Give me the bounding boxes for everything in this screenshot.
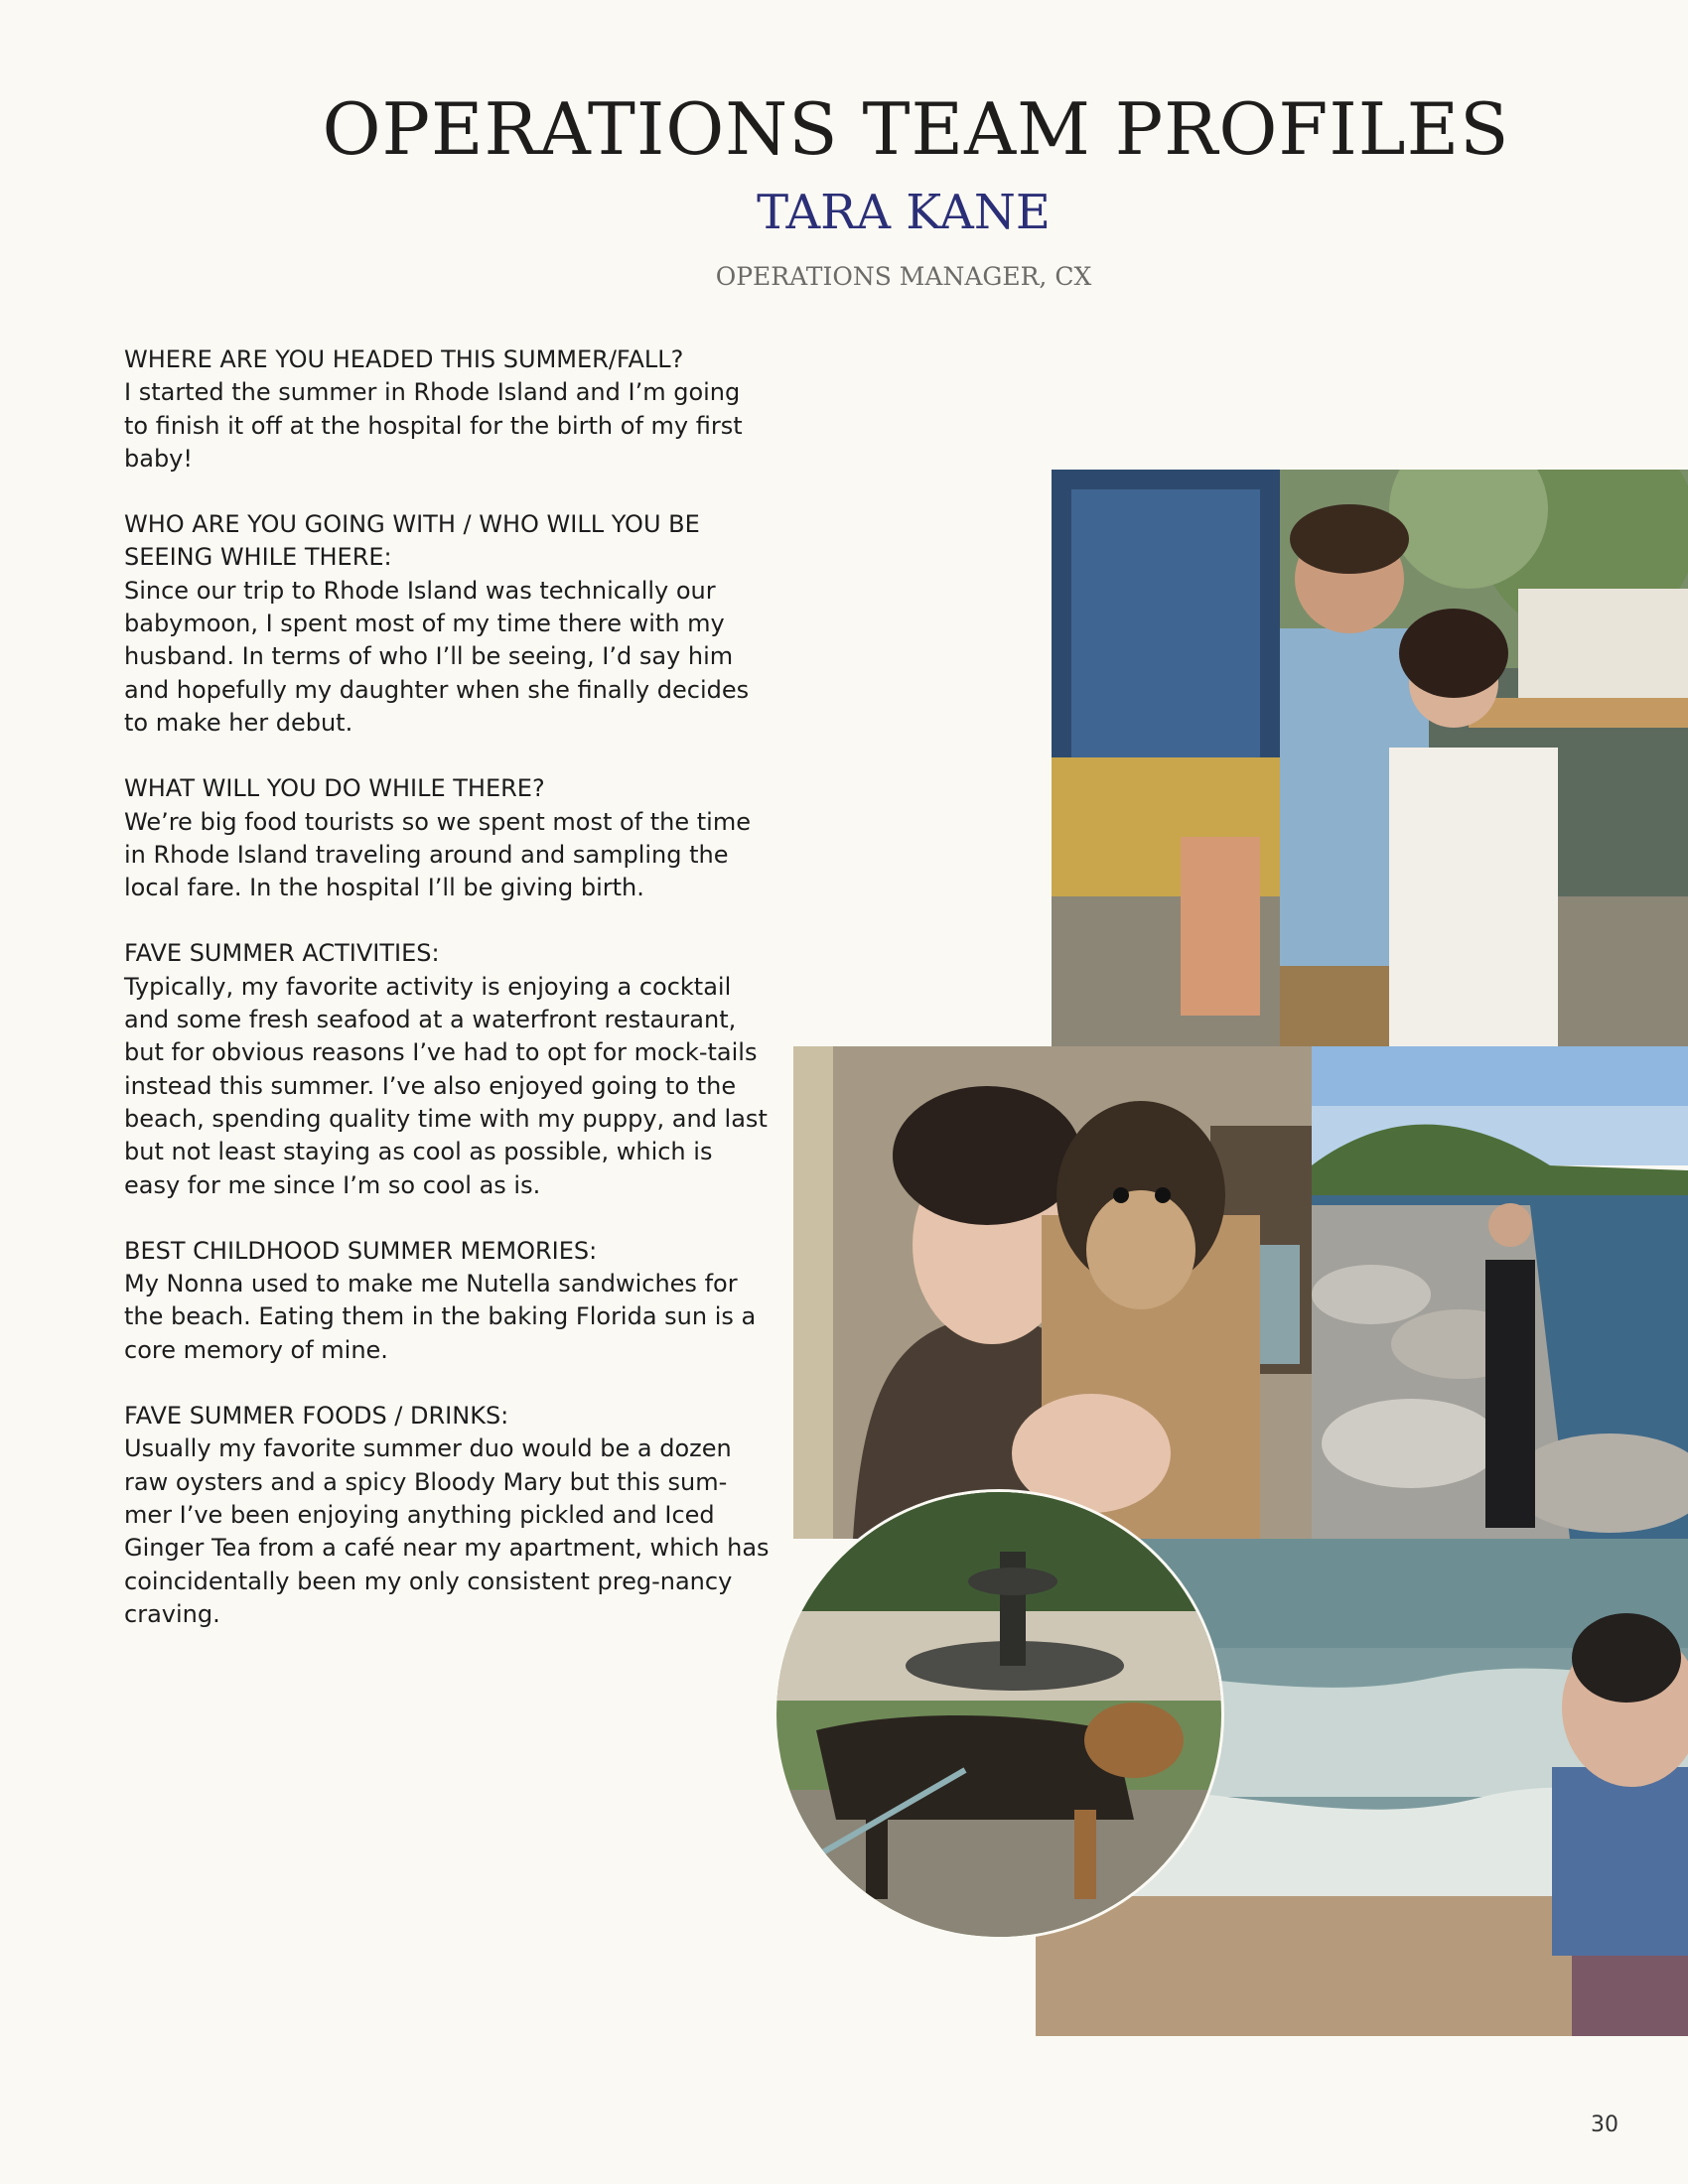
question: WHERE ARE YOU HEADED THIS SUMMER/FALL? <box>124 345 684 373</box>
photo-rocky-shore <box>1312 1046 1688 1539</box>
page-number: 30 <box>1591 2113 1618 2137</box>
photo-woman-with-dog <box>793 1046 1312 1539</box>
answer: My Nonna used to make me Nutella sandwiches for the beach. Eating them in the baking Florida sun is a core memory of mine. <box>124 1270 757 1364</box>
qa-section <box>124 343 770 1664</box>
answer: Usually my favorite summer duo would be a dozen raw oysters and a spicy Bloody Mary but this sum-mer I’ve been enjoying anything pickled and Iced Ginger Tea from a café near my apartment, which has coincidentally been my only consistent preg-nancy craving. <box>124 1434 770 1628</box>
qa-item <box>124 508 770 740</box>
qa-item <box>124 772 770 904</box>
question: FAVE SUMMER ACTIVITIES: <box>124 939 440 968</box>
photo-couple-restaurant <box>1052 470 1688 1046</box>
question: WHO ARE YOU GOING WITH / WHO WILL YOU BE SEEING WHILE THERE: <box>124 510 700 572</box>
answer: We’re big food tourists so we spent most of the time in Rhode Island traveling around and sampling the local fare. In the hospital I’ll be giving birth. <box>124 807 751 902</box>
page-title: OPERATIONS TEAM PROFILES <box>322 87 1510 171</box>
question: WHAT WILL YOU DO WHILE THERE? <box>124 774 545 803</box>
answer: I started the summer in Rhode Island and I’m going to finish it off at the hospital for the birth of my first baby! <box>124 378 743 473</box>
answer: Typically, my favorite activity is enjoying a cocktail and some fresh seafood at a waterfront restaurant, but for obvious reasons I’ve had to opt for mock-tails instead this summer. I’ve also enjoyed going to the beach, spending quality time with my puppy, and last but not least staying as cool as possible, which is easy for me since I’m so cool as is. <box>124 972 768 1199</box>
question: BEST CHILDHOOD SUMMER MEMORIES: <box>124 1236 598 1265</box>
profile-name: TARA KANE <box>757 185 1051 240</box>
photo-dog-fountain <box>774 1489 1224 1940</box>
qa-item <box>124 343 770 476</box>
question: FAVE SUMMER FOODS / DRINKS: <box>124 1402 509 1431</box>
qa-item <box>124 937 770 1201</box>
answer: Since our trip to Rhode Island was technically our babymoon, I spent most of my time there with my husband. In terms of who I’ll be seeing, I’d say him and hopefully my daughter when she finally decides to make her debut. <box>124 576 750 737</box>
profile-role: OPERATIONS MANAGER, CX <box>715 262 1092 291</box>
qa-item <box>124 1400 770 1631</box>
qa-item <box>124 1235 770 1367</box>
